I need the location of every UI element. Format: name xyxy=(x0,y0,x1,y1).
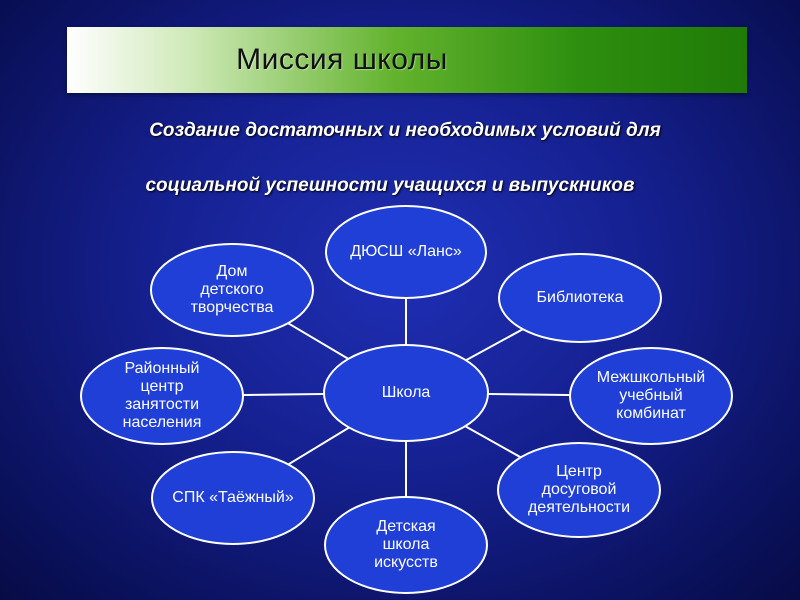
slide-title: Миссия школы xyxy=(236,43,448,76)
node-library-label: Библиотека xyxy=(536,289,624,306)
mission-text-line-1: Создание достаточных и необходимых условий для xyxy=(149,120,661,141)
node-center-dosug-label: Центр досуговой деятельности xyxy=(527,463,631,516)
node-spk-label: СПК «Таёжный» xyxy=(172,489,294,506)
node-house-creativity-label: Дом детского творчества xyxy=(190,263,274,316)
node-mezhshkolny-label: Межшкольный учебный комбинат xyxy=(596,369,706,422)
node-dyussh-label: ДЮСШ «Ланс» xyxy=(350,243,462,260)
node-art-school-label: Детская школа искусств xyxy=(374,518,438,571)
node-employment-label: Районный центр занятости населения xyxy=(122,360,202,431)
node-center-school-label: Школа xyxy=(381,384,431,401)
mission-text-line-2: социальной успешности учащихся и выпускников xyxy=(145,175,635,196)
